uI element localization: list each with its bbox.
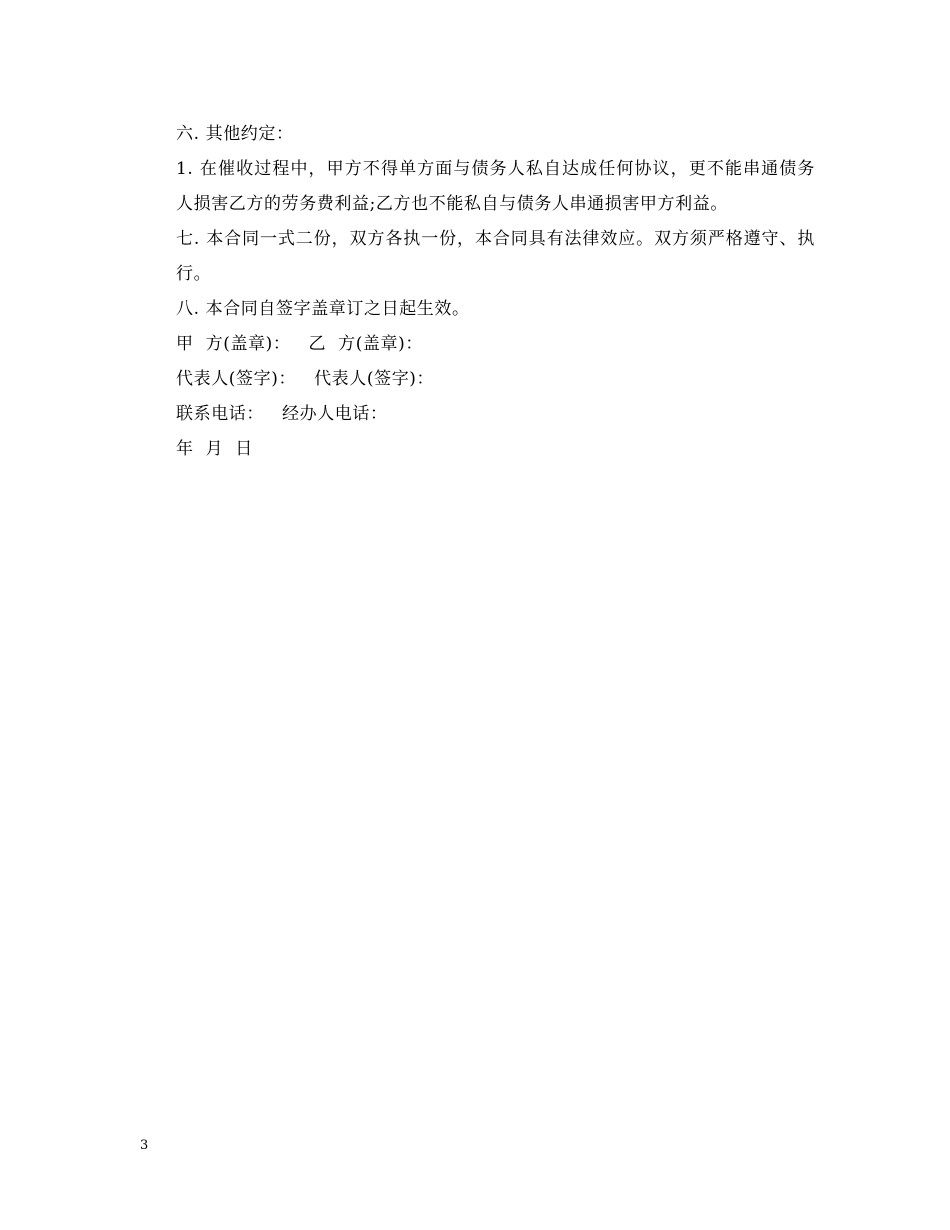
section-eight-clause: 八. 本合同自签字盖章订之日起生效。 [176, 299, 470, 319]
section-six-heading: 六. 其他约定： [176, 124, 294, 144]
contact-phone-line: 联系电话： 经办人电话： [176, 404, 388, 424]
date-line: 年 月 日 [176, 439, 253, 459]
document-body [140, 117, 815, 467]
representative-signature-line: 代表人(签字)： 代表人(签字)： [176, 369, 435, 389]
party-seal-line: 甲 方(盖章)： 乙 方(盖章)： [176, 334, 423, 354]
section-seven-clause: 七. 本合同一式二份，双方各执一份，本合同具有法律效应。双方须严格遵守、执行。 [176, 229, 815, 284]
clause-six-one: 1. 在催收过程中，甲方不得单方面与债务人私自达成任何协议，更不能串通债务人损害乙方的劳务费利益;乙方也不能私自与债务人串通损害甲方利益。 [176, 159, 815, 214]
page-number: 3 [140, 1138, 149, 1153]
